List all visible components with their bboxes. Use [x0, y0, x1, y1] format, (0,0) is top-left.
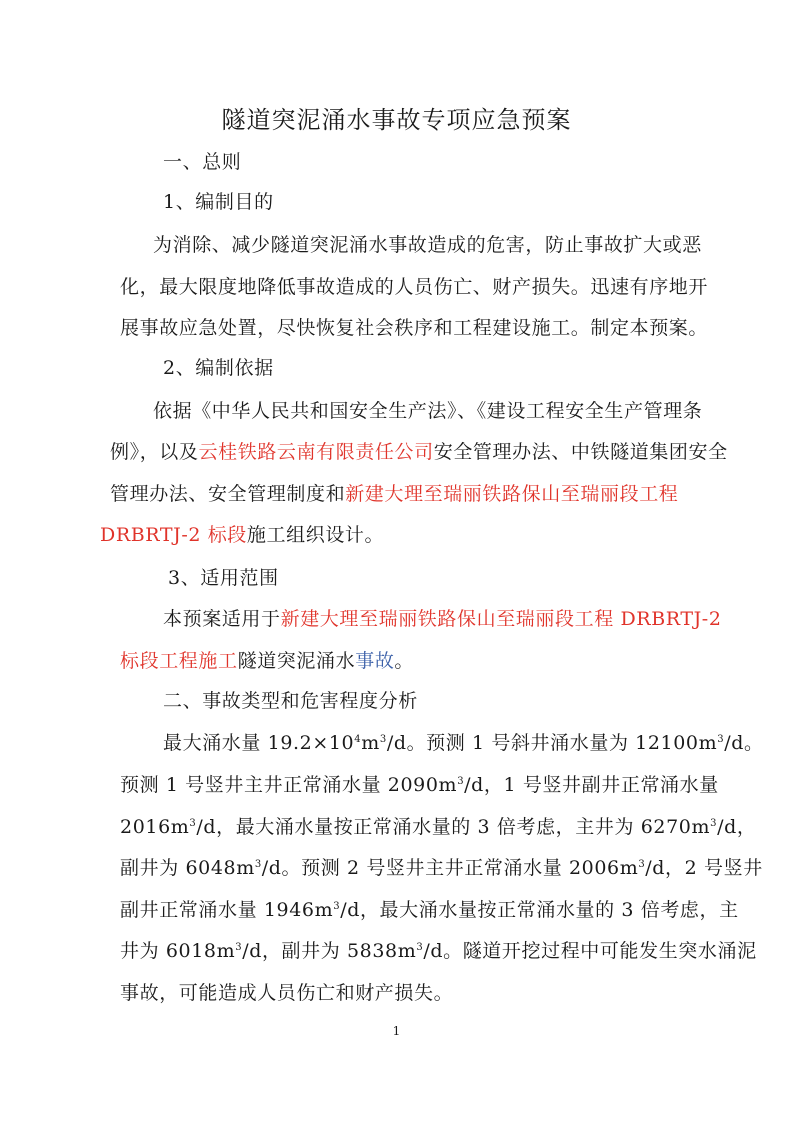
analysis-line-3 — [120, 815, 756, 839]
analysis-text: /d，2 号竖井 — [645, 857, 763, 879]
analysis-text: 副井为 6048m — [120, 857, 255, 879]
analysis-text: /d，最大涌水量按正常涌水量的 3 倍考虑，主井为 6270m — [196, 816, 711, 838]
scope-line-1-text-a: 本预案适用于 — [163, 608, 281, 630]
section-heading-accident-analysis: 二、事故类型和危害程度分析 — [163, 690, 418, 712]
purpose-heading: 1、编制目的 — [163, 191, 274, 213]
basis-heading: 2、编制依据 — [163, 357, 274, 379]
analysis-text: m — [361, 732, 380, 754]
analysis-text: /d，1 号竖井副井正常涌水量 — [464, 774, 719, 796]
analysis-line-6 — [120, 939, 757, 963]
basis-line-1: 依据《中华人民共和国安全生产法》、《建设工程安全生产管理条 — [153, 400, 703, 422]
scope-section-highlight: 标段工程施工 — [120, 650, 238, 672]
scope-line-2-text-b: 隧道突泥涌水 — [237, 650, 356, 672]
section-heading-general: 一、总则 — [163, 151, 242, 173]
basis-line-2 — [110, 440, 728, 464]
basis-line-3-text-a: 管理办法、安全管理制度和 — [110, 483, 346, 505]
analysis-text: /d。预测 1 号斜井涌水量为 12100m — [386, 732, 718, 754]
project-name-highlight: 新建大理至瑞丽铁路保山至瑞丽段工程 — [345, 483, 679, 505]
analysis-text: 井为 6018m — [120, 940, 236, 962]
analysis-text: /d。预测 2 号竖井主井正常涌水量 2006m — [261, 857, 639, 879]
basis-line-4 — [100, 523, 384, 547]
superscript: 3 — [638, 859, 646, 870]
analysis-text: /d。隧道开挖过程中可能发生突水涌泥 — [423, 940, 757, 962]
analysis-text: 预测 1 号竖井主井正常涌水量 2090m — [120, 774, 458, 796]
scope-line-1 — [163, 607, 722, 631]
basis-line-3 — [110, 482, 678, 506]
superscript: 3 — [235, 942, 243, 953]
analysis-line-1 — [163, 731, 764, 755]
basis-line-4-text-b: 施工组织设计。 — [246, 524, 385, 546]
analysis-line-4 — [120, 856, 763, 880]
analysis-text: 副井正常涌水量 1946m — [120, 899, 334, 921]
superscript: 3 — [717, 734, 725, 745]
analysis-text: 2016m — [120, 816, 190, 838]
purpose-line-2: 化，最大限度地降低事故造成的人员伤亡、财产损失。迅速有序地开 — [120, 276, 709, 298]
superscript: 3 — [457, 776, 465, 787]
company-name-highlight: 云桂铁路云南有限责任公司 — [198, 441, 434, 463]
basis-line-2-text-a: 例》，以及 — [110, 441, 199, 463]
analysis-text: /d，最大涌水量按正常涌水量的 3 倍考虑，主 — [340, 899, 739, 921]
basis-line-2-text-c: 安全管理办法、中铁隧道集团安全 — [433, 441, 728, 463]
superscript: 3 — [189, 818, 197, 829]
analysis-text: /d， — [717, 816, 757, 838]
superscript: 3 — [416, 942, 424, 953]
scope-project-highlight: 新建大理至瑞丽铁路保山至瑞丽段工程 DRBRTJ-2 — [280, 608, 722, 630]
superscript: 3 — [254, 859, 262, 870]
superscript: 3 — [379, 734, 387, 745]
superscript: 3 — [333, 901, 341, 912]
superscript: 4 — [354, 734, 362, 745]
superscript: 3 — [710, 818, 718, 829]
analysis-line-5 — [120, 898, 739, 922]
scope-line-2-text-d: 。 — [394, 650, 415, 672]
analysis-text: /d，副井为 5838m — [242, 940, 417, 962]
analysis-line-7: 事故，可能造成人员伤亡和财产损失。 — [120, 982, 454, 1004]
purpose-line-1: 为消除、减少隧道突泥涌水事故造成的危害，防止事故扩大或恶 — [153, 234, 702, 256]
analysis-text: /d。 — [724, 732, 764, 754]
scope-heading: 3、适用范围 — [168, 567, 279, 589]
analysis-line-2 — [120, 773, 719, 797]
scope-line-2 — [120, 649, 414, 673]
page-number: 1 — [392, 1024, 401, 1038]
document-title: 隧道突泥涌水事故专项应急预案 — [221, 106, 572, 134]
purpose-line-3: 展事故应急处置，尽快恢复社会秩序和工程建设施工。制定本预案。 — [120, 317, 709, 339]
section-name-highlight: DRBRTJ-2 标段 — [100, 524, 247, 546]
analysis-text: 最大涌水量 19.2×10 — [163, 732, 355, 754]
scope-accident-highlight: 事故 — [355, 650, 395, 672]
